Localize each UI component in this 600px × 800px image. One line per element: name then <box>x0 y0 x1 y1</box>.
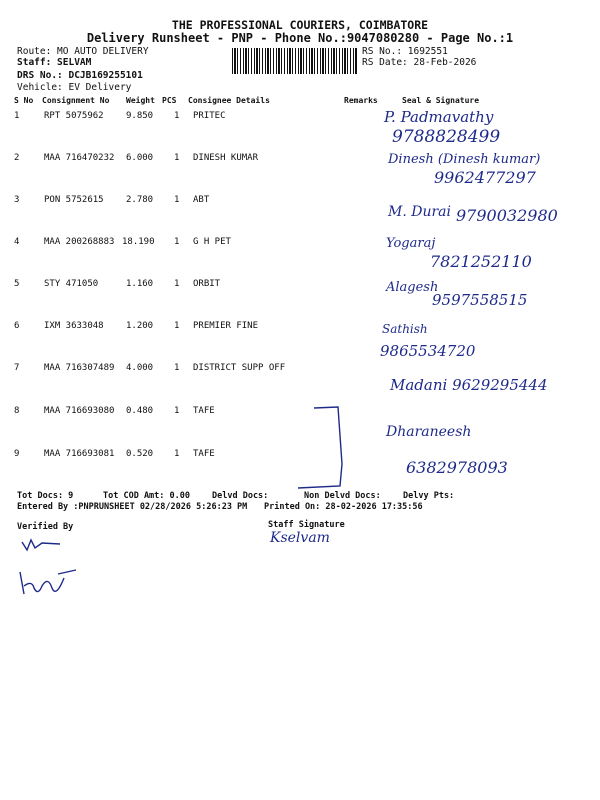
row-sno: 1 <box>14 111 20 121</box>
delivered-docs: Delvd Docs: <box>212 491 269 501</box>
barcode-icon <box>232 48 358 74</box>
row-consignee: DINESH KUMAR <box>193 153 259 163</box>
signature-row-1-phone: 9788828499 <box>392 127 501 147</box>
row-consignee: PRITEC <box>193 111 226 121</box>
row-weight: 9.850 <box>126 111 154 121</box>
row-weight: 4.000 <box>126 363 154 373</box>
signature-row-6-phone: 9865534720 <box>380 342 476 360</box>
row-pcs: 1 <box>174 153 180 163</box>
drs-number: DRS No.: DCJB169255101 <box>17 70 143 81</box>
signature-row-2-phone: 9962477297 <box>434 168 536 187</box>
rs-date: RS Date: 28-Feb-2026 <box>362 57 477 68</box>
row-pcs: 1 <box>174 321 180 331</box>
row-weight: 2.780 <box>126 195 154 205</box>
entered-by: Entered By :PNPRUNSHEET 02/28/2026 5:26:23 PM <box>17 502 248 512</box>
row-consignment: IXM 3633048 <box>44 321 104 331</box>
row-weight: 6.000 <box>126 153 154 163</box>
row-sno: 2 <box>14 153 20 163</box>
verified-initials-icon <box>14 566 78 600</box>
signature-row-3-phone: 9790032980 <box>456 206 558 225</box>
row-weight: 1.200 <box>126 321 154 331</box>
row-consignee: ABT <box>193 195 210 205</box>
verified-by-label: Verified By <box>17 522 74 532</box>
signature-row-4-name: Yogaraj <box>386 236 436 251</box>
row-consignment: MAA 716307489 <box>44 363 115 373</box>
row-consignee: TAFE <box>193 406 215 416</box>
vehicle-label: Vehicle: EV Delivery <box>17 82 132 93</box>
row-pcs: 1 <box>174 449 180 459</box>
staff-signature-hand: Kselvam <box>270 530 330 546</box>
row-sno: 7 <box>14 363 20 373</box>
total-docs: Tot Docs: 9 <box>17 491 74 501</box>
col-seal: Seal & Signature <box>402 96 480 105</box>
row-pcs: 1 <box>174 406 180 416</box>
row-weight: 0.520 <box>126 449 154 459</box>
row-pcs: 1 <box>174 111 180 121</box>
signature-row-2-name: Dinesh (Dinesh kumar) <box>388 152 541 167</box>
signature-row-4-phone: 7821252110 <box>430 252 532 271</box>
row-pcs: 1 <box>174 363 180 373</box>
row-sno: 4 <box>14 237 20 247</box>
row-consignment: RPT 5075962 <box>44 111 104 121</box>
row-pcs: 1 <box>174 237 180 247</box>
row-consignment: PON 5752615 <box>44 195 104 205</box>
row-consignee: TAFE <box>193 449 215 459</box>
col-remarks: Remarks <box>344 96 378 105</box>
col-consignment: Consignment No <box>42 96 110 105</box>
company-name: THE PROFESSIONAL COURIERS, COIMBATORE <box>171 18 429 32</box>
row-pcs: 1 <box>174 279 180 289</box>
row-consignee: DISTRICT SUPP OFF <box>193 363 286 373</box>
row-sno: 3 <box>14 195 20 205</box>
printed-on: Printed On: 28-02-2026 17:35:56 <box>264 502 423 512</box>
row-consignment: MAA 716470232 <box>44 153 115 163</box>
non-delivered-docs: Non Delvd Docs: <box>304 491 381 501</box>
row-sno: 9 <box>14 449 20 459</box>
row-consignment: MAA 716693081 <box>44 449 115 459</box>
col-pcs: PCS <box>162 96 177 105</box>
col-sno: S No <box>14 96 34 105</box>
signature-row-5-phone: 9597558515 <box>432 291 528 309</box>
row-weight: 1.160 <box>126 279 154 289</box>
row-consignment: MAA 200268883 <box>44 237 115 247</box>
bracket-mark-icon <box>296 404 352 494</box>
signature-row-3-name: M. Durai <box>388 204 451 220</box>
row-consignment: MAA 716693080 <box>44 406 115 416</box>
row-pcs: 1 <box>174 195 180 205</box>
signature-row-5-name: Alagesh <box>386 280 439 295</box>
runsheet-title: Delivery Runsheet - PNP - Phone No.:9047080280 - Page No.:1 <box>86 31 514 45</box>
row-consignment: STY 471050 <box>44 279 99 289</box>
row-consignee: PREMIER FINE <box>193 321 259 331</box>
staff-signature-label: Staff Signature <box>268 520 345 530</box>
signature-row-9-phone: 6382978093 <box>406 458 508 477</box>
row-weight: 0.480 <box>126 406 154 416</box>
col-weight: Weight <box>126 96 155 105</box>
row-sno: 8 <box>14 406 20 416</box>
staff-label: Staff: SELVAM <box>17 57 92 68</box>
rs-number: RS No.: 1692551 <box>362 46 448 57</box>
signature-row-6-name: Sathish <box>382 322 428 336</box>
row-weight: 18.190 <box>122 237 155 247</box>
signature-row-1-name: P. Padmavathy <box>384 108 494 126</box>
total-cod: Tot COD Amt: 0.00 <box>103 491 190 501</box>
col-consignee: Consignee Details <box>188 96 270 105</box>
row-sno: 6 <box>14 321 20 331</box>
row-consignee: G H PET <box>193 237 231 247</box>
row-sno: 5 <box>14 279 20 289</box>
signature-row-8-name: Dharaneesh <box>386 424 472 440</box>
route-label: Route: MO AUTO DELIVERY <box>17 46 149 57</box>
row-consignee: ORBIT <box>193 279 221 289</box>
verified-signature-icon <box>20 534 70 554</box>
signature-row-7: Madani 9629295444 <box>390 376 548 394</box>
delivery-points: Delvy Pts: <box>403 491 455 501</box>
